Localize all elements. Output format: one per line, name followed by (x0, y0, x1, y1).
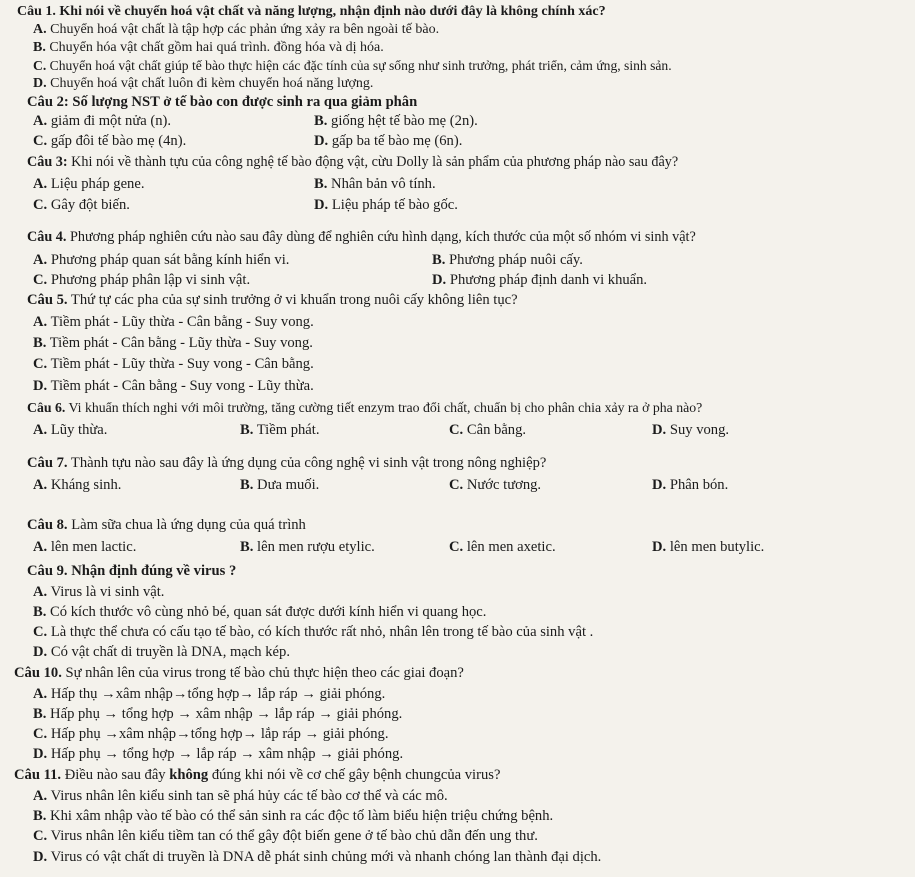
question-5-option-a: A. Tiềm phát - Lũy thừa - Cân bằng - Suy vong. (33, 314, 314, 330)
question-8-option-c: C. lên men axetic. (449, 539, 556, 555)
question-10-option-d: D. Hấp phụ → tổng hợp → lắp ráp → xâm nhập → giải phóng. (33, 746, 404, 762)
question-1-option-c: C. Chuyển hoá vật chất giúp tế bào thực hiện các đặc tính của sự sống như sinh trưởng, phát triển, cảm ứng, sinh sản. (33, 58, 672, 73)
question-9-option-c: C. Là thực thể chưa có cấu tạo tế bào, có kích thước rất nhỏ, nhân lên trong tế bào của sinh vật . (33, 624, 594, 640)
question-11-option-d: D. Virus có vật chất di truyền là DNA dễ phát sinh chủng mới và nhanh chóng lan thành đại dịch. (33, 849, 602, 865)
question-1-option-d: D. Chuyển hoá vật chất luôn đi kèm chuyển hoá năng lượng. (33, 76, 374, 91)
question-8-option-b: B. lên men rượu etylic. (240, 539, 375, 555)
question-9-option-d: D. Có vật chất di truyền là DNA, mạch kép. (33, 644, 290, 660)
question-3-option-a: A. Liệu pháp gene. (33, 176, 145, 192)
question-5-option-b: B. Tiềm phát - Cân bằng - Lũy thừa - Suy vong. (33, 335, 313, 351)
question-4-option-d: D. Phương pháp định danh vi khuẩn. (432, 272, 648, 288)
question-9-option-a: A. Virus là vi sinh vật. (33, 584, 165, 600)
question-2-option-d: D. gấp ba tế bào mẹ (6n). (314, 133, 463, 149)
question-9-option-b: B. Có kích thước vô cùng nhỏ bé, quan sát được dưới kính hiển vi quang học. (33, 604, 487, 620)
question-3-option-c: C. Gây đột biến. (33, 197, 130, 213)
question-10-option-a: A. Hấp thụ →xâm nhập→tổng hợp→ lắp ráp → giải phóng. (33, 686, 386, 702)
question-5-stem: Câu 5. Thứ tự các pha của sự sinh trưởng ở vi khuẩn trong nuôi cấy không liên tục? (27, 292, 518, 308)
question-10-option-b: B. Hấp phụ → tổng hợp → xâm nhập → lắp ráp → giải phóng. (33, 706, 403, 722)
question-10-option-c: C. Hấp phụ →xâm nhập→tổng hợp→ lắp ráp → giải phóng. (33, 726, 389, 742)
question-2-option-a: A. giảm đi một nửa (n). (33, 113, 172, 129)
question-3-option-d: D. Liệu pháp tế bào gốc. (314, 197, 458, 213)
question-2-stem: Câu 2: Số lượng NST ở tế bào con được sinh ra qua giảm phân (27, 94, 418, 110)
question-7-stem: Câu 7. Thành tựu nào sau đây là ứng dụng của công nghệ vi sinh vật trong nông nghiệp? (27, 455, 547, 471)
question-7-option-d: D. Phân bón. (652, 477, 729, 493)
question-1-stem: Câu 1. Khi nói về chuyển hoá vật chất và năng lượng, nhận định nào dưới đây là không chính xác? (17, 4, 606, 19)
question-11-option-a: A. Virus nhân lên kiểu sinh tan sẽ phá hủy các tế bào cơ thể và các mô. (33, 788, 448, 804)
question-8-option-d: D. lên men butylic. (652, 539, 765, 555)
question-3-option-b: B. Nhân bản vô tính. (314, 176, 436, 192)
question-7-option-c: C. Nước tương. (449, 477, 542, 493)
question-11-option-b: B. Khi xâm nhập vào tế bào có thể sản sinh ra các độc tố làm biểu hiện triệu chứng bệnh. (33, 808, 554, 824)
question-6-option-c: C. Cân bằng. (449, 422, 527, 438)
question-8-stem: Câu 8. Làm sữa chua là ứng dụng của quá trình (27, 517, 306, 533)
question-4-option-c: C. Phương pháp phân lập vi sinh vật. (33, 272, 251, 288)
question-6-option-d: D. Suy vong. (652, 422, 730, 438)
question-1-option-b: B. Chuyển hóa vật chất gồm hai quá trình. đồng hóa và dị hóa. (33, 40, 384, 55)
question-6-option-b: B. Tiềm phát. (240, 422, 320, 438)
question-5-option-c: C. Tiềm phát - Lũy thừa - Suy vong - Cân bằng. (33, 356, 314, 372)
question-number: Câu 1. (17, 4, 56, 19)
question-6-stem: Câu 6. Vi khuẩn thích nghi với môi trường, tăng cường tiết enzym trao đổi chất, chuẩn bị cho phân chia xảy ra ở pha nào? (27, 400, 703, 415)
question-4-option-b: B. Phương pháp nuôi cấy. (432, 252, 583, 268)
question-2-option-b: B. giống hệt tế bào mẹ (2n). (314, 113, 478, 129)
question-3-stem: Câu 3: Khi nói về thành tựu của công nghệ tế bào động vật, cừu Dolly là sản phẩm của phương pháp nào sau đây? (27, 154, 679, 170)
question-8-option-a: A. lên men lactic. (33, 539, 137, 555)
question-4-option-a: A. Phương pháp quan sát bằng kính hiển vi. (33, 252, 290, 268)
question-6-option-a: A. Lũy thừa. (33, 422, 108, 438)
question-5-option-d: D. Tiềm phát - Cân bằng - Suy vong - Lũy thừa. (33, 378, 314, 394)
question-11-stem: Câu 11. Điều nào sau đây không đúng khi nói về cơ chế gây bệnh chungcủa virus? (14, 767, 501, 783)
question-7-option-b: B. Dưa muối. (240, 477, 320, 493)
question-9-stem: Câu 9. Nhận định đúng về virus ? (27, 563, 237, 579)
question-7-option-a: A. Kháng sinh. (33, 477, 122, 493)
question-4-stem: Câu 4. Phương pháp nghiên cứu nào sau đây dùng để nghiên cứu hình dạng, kích thước của một số nhóm vi sinh vật? (27, 229, 696, 245)
question-2-option-c: C. gấp đôi tế bào mẹ (4n). (33, 133, 187, 149)
question-11-option-c: C. Virus nhân lên kiểu tiềm tan có thể gây đột biến gene ở tế bào chủ dẫn đến ung thư. (33, 828, 538, 844)
question-10-stem: Câu 10. Sự nhân lên của virus trong tế bào chủ thực hiện theo các giai đoạn? (14, 665, 464, 681)
question-1-option-a: A. Chuyển hoá vật chất là tập hợp các phản ứng xảy ra bên ngoài tế bào. (33, 22, 440, 37)
